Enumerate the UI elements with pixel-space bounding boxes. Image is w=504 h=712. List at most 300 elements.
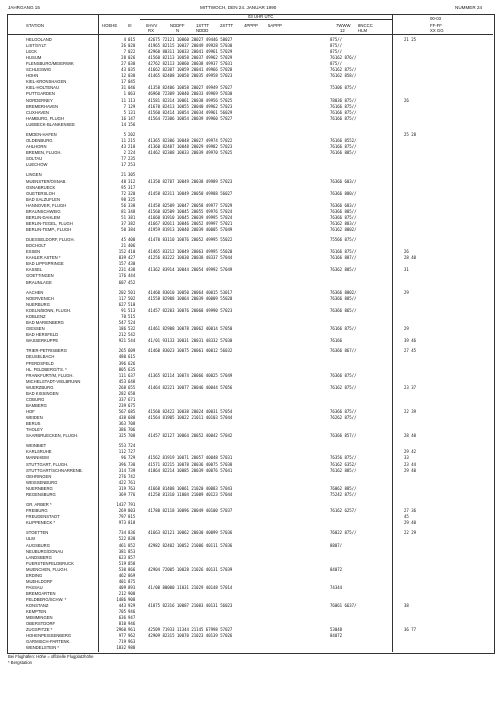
station-observation: 41560 82414 10054 20034 49961 56029 [148, 109, 233, 115]
station-extra-groups: 875// [330, 49, 343, 55]
station-height: 231 [118, 267, 126, 273]
table-row [0, 520, 504, 526]
station-height: 45 [121, 237, 126, 243]
col-hlh: HLM [358, 28, 368, 33]
footnote-airport: Bei Flughäfen: Höhe = offizielle Flugplatzhöhe [8, 654, 94, 659]
station-id: 544 [128, 338, 136, 344]
station-name: WASSERKUPPE [26, 338, 59, 344]
station-name: KIEL-KRONSHAGEN [26, 79, 67, 85]
station-id: 742 [128, 473, 136, 479]
station-id: 637 [128, 372, 136, 378]
station-gusts: 26 [404, 97, 409, 103]
station-gusts: 38 [404, 603, 409, 608]
col-nddff: NDDFF [170, 23, 185, 28]
station-extra-groups: 76366 885// [330, 208, 357, 214]
station-id: 312 [128, 178, 136, 184]
station-name: AHLHORN [26, 144, 47, 150]
station-gusts: 29 [404, 326, 409, 332]
station-name: SAARBRUECKEN, FLUGH. [26, 433, 79, 439]
station-height: 186 [118, 326, 126, 332]
table-row [0, 227, 504, 233]
col-snttt: 2STTT [220, 23, 234, 28]
station-height: 51 [121, 214, 126, 220]
station-height: 381 [118, 548, 126, 554]
station-height: 7 [123, 103, 126, 109]
station-id: 962 [128, 633, 136, 639]
station-extra-groups: 76062 885// [330, 485, 357, 491]
station-name: BERLIN-DAHLEM [26, 214, 60, 220]
station-name: HOF [26, 408, 35, 414]
station-name: MUENSTER/OSNAB. [26, 178, 67, 184]
station-id: 129 [128, 103, 136, 109]
station-name: BAD KISSINGEN [26, 390, 59, 396]
station-height: 37 [121, 220, 126, 226]
station-extra-groups: 76366 603// [330, 178, 357, 184]
station-extra-groups: 76166 885// [330, 150, 357, 156]
station-observation: 41462 82308 10033 20039 49970 57025 [148, 150, 233, 156]
station-name: BRAUNSCHWEIG [26, 208, 61, 214]
station-name: KOELN/BONN, FLUGH. [26, 307, 72, 313]
station-height: 337 [118, 396, 126, 402]
station-id: 382 [128, 220, 136, 226]
station-id: 671 [128, 396, 136, 402]
station-id: 727 [128, 449, 136, 455]
station-observation: 41560 82422 10038 20024 40031 57054 [148, 408, 233, 414]
col-pppp: 4PPPP [244, 23, 258, 28]
station-extra-groups: 76061 6637/ [330, 603, 357, 608]
station-id: 444 [128, 273, 136, 279]
station-height: 77 [121, 156, 126, 162]
station-id: 853 [128, 548, 136, 554]
station-id: 030 [128, 61, 136, 67]
station-name: GIESSEN [26, 326, 45, 332]
station-gusts: 39 46 [404, 338, 417, 344]
station-height: 112 [118, 449, 126, 455]
table-row [0, 122, 504, 128]
station-extra-groups: 76366 875// [330, 214, 357, 220]
station-id: 427 [128, 255, 136, 261]
station-id: 875 [128, 578, 136, 584]
station-height: 530 [118, 566, 126, 572]
station-name: HUSUM [26, 55, 42, 61]
station-observation: 41365 82306 10048 20027 49974 57022 [148, 138, 233, 143]
station-height: 396 [118, 360, 126, 366]
station-height: 56 [121, 202, 126, 208]
station-name: HOHENPEISSENBERG [26, 633, 72, 639]
station-height: 319 [118, 485, 126, 491]
station-id: 015 [128, 37, 136, 42]
station-height: 212 [118, 332, 126, 338]
station-gusts: 33 [404, 455, 409, 461]
station-name: FUERSTENFELDBRUCK [26, 560, 74, 566]
station-id: 708 [128, 421, 136, 426]
station-height: 70 [121, 313, 126, 319]
col-nhcl: 8NCCC [358, 23, 373, 28]
station-height: 111 [118, 372, 126, 378]
station-name: BREMERHAVEN [26, 103, 59, 109]
station-observation: 41362 83914 10044 20054 49992 57049 [148, 267, 233, 273]
col-rw: 12 [340, 28, 345, 33]
station-id: 858 [128, 560, 136, 566]
station-id: 532 [128, 326, 136, 332]
station-name: BAD MARIENBERG [26, 320, 64, 325]
station-extra-groups: 76166 875// [330, 109, 357, 115]
station-name: CUXHAVEN [26, 109, 49, 115]
station-extra-groups: 76022 875// [330, 530, 357, 536]
station-id: 131 [128, 109, 136, 115]
station-id: 218 [128, 144, 136, 150]
station-id: 038 [128, 73, 136, 79]
station-name: AACHEN [26, 289, 44, 295]
station-extra-groups: 76162 6257/ [330, 508, 357, 514]
station-name: MICHELSTADT-VIELBRUNN [26, 378, 81, 384]
station-observation: 42675 72121 10060 20027 49446 58027 [148, 37, 233, 42]
station-extra-groups: 875// [330, 61, 343, 67]
issue-number: NUMMER 24 [455, 5, 483, 10]
station-id: 305 [128, 172, 136, 178]
station-id: 626 [128, 360, 136, 366]
station-name: GOETTINGEN [26, 273, 54, 279]
station-id: 838 [128, 536, 136, 542]
col-iihvv: IIHVV [146, 23, 158, 28]
station-name: WEIDEN [26, 414, 43, 420]
station-extra-groups: 76166 875// [330, 249, 357, 255]
col-ff: FF-FF [430, 23, 442, 28]
station-height: 5 [123, 109, 126, 115]
station-height: 839 [118, 255, 126, 261]
station-observation: 41/01 93133 10031 20031 48332 57030 [148, 338, 233, 344]
station-gusts: 27 36 [404, 508, 417, 514]
station-id: 929 [128, 603, 136, 608]
station-id: 708 [128, 433, 136, 439]
station-name: NUERNBERG [26, 485, 53, 491]
station-height: 98 [121, 196, 126, 202]
station-height: 480 [118, 354, 126, 360]
station-id: 791 [128, 502, 136, 507]
station-name: WUERZBURG [26, 384, 54, 390]
station-height: 202 [118, 289, 126, 295]
station-extra-groups: 76162 858// [330, 73, 357, 79]
station-name: FREIBURG [26, 508, 48, 514]
station-id: 026 [128, 55, 136, 61]
station-id: 658 [128, 390, 136, 396]
station-height: 72 [121, 190, 126, 196]
table-row [0, 162, 504, 168]
station-name: BREMEN, FLUGH. [26, 150, 62, 156]
station-name: WENDELSTEIN * [26, 645, 60, 651]
station-observation: 41350 82707 10049 20038 49989 57023 [148, 178, 233, 184]
station-extra-groups: 8807/ [330, 542, 343, 548]
station-id: 224 [128, 150, 136, 156]
footnote-mountain: * Bergstation [8, 660, 32, 665]
station-gusts: 29 40 [404, 520, 417, 526]
station-name: LECK [26, 49, 37, 55]
station-id: 947 [128, 615, 136, 621]
station-observation: 41470 83110 10076 20052 49995 55022 [148, 237, 233, 243]
station-gusts: 28 40 [404, 433, 417, 439]
station-extra-groups: 76162 6352/ [330, 461, 357, 467]
station-name: HOHN [26, 73, 39, 79]
station-extra-groups: 875// [330, 37, 343, 42]
station-id: 900 [128, 590, 136, 596]
station-name: ULM [26, 536, 35, 542]
station-height: 462 [118, 572, 126, 578]
station-name: NOERVENICH [26, 295, 54, 301]
station-id: 045 [128, 79, 136, 85]
station-height: 12 [121, 73, 126, 79]
station-name: NORDERNEY [26, 97, 53, 103]
station-height: 81 [121, 208, 126, 214]
station-height: 117 [118, 295, 126, 301]
station-observation: 42904 72005 10028 21026 40131 57039 [148, 566, 233, 572]
station-id: 763 [128, 485, 136, 491]
station-id: 688 [128, 414, 136, 420]
col-www: 7WWW [336, 23, 351, 28]
station-observation: 42509 71933 11344 21145 67998 57027 [148, 627, 233, 633]
station-extra-groups: 76162 885// [330, 467, 357, 473]
station-height: 325 [118, 433, 126, 439]
station-name: LANDSBERG [26, 554, 52, 560]
utc-title: 03 UHR UTC [248, 14, 274, 19]
station-height: 276 [118, 473, 126, 479]
station-name: EMDEN-HAFEN [26, 131, 57, 137]
station-name: STUTTGART, FLUGH. [26, 461, 69, 467]
station-extra-groups: 75306 875// [330, 85, 357, 91]
station-name: HAMBURG, FLUGH [26, 115, 64, 121]
station-observation: 41581 82314 10061 20038 49956 57025 [148, 97, 233, 103]
station-id: 648 [128, 378, 136, 384]
station-observation: 41358 82406 10058 20027 49949 57027 [148, 85, 233, 91]
station-observation: 41663 82121 10062 20030 40099 57036 [148, 530, 233, 536]
station-id: 022 [128, 49, 136, 55]
station-height: 553 [118, 443, 126, 449]
station-gusts: 29 [404, 289, 409, 295]
station-id: 452 [128, 279, 136, 285]
station-gusts: 45 [404, 514, 409, 520]
table-row [0, 645, 504, 651]
station-height: 17 [121, 162, 126, 168]
station-height: 212 [118, 590, 126, 596]
station-name: BAD SALZUFLEN [26, 196, 60, 202]
col-station: STATION [26, 23, 44, 28]
station-id: 609 [128, 348, 136, 354]
station-extra-groups: 74344 [330, 584, 343, 590]
station-extra-groups: 76166 875// [330, 326, 357, 332]
station-id: 406 [128, 243, 136, 249]
station-id: 524 [128, 320, 136, 325]
station-id: 515 [128, 313, 136, 319]
station-id: 866 [128, 566, 136, 572]
station-height: 11 [121, 138, 126, 143]
station-id: 438 [128, 267, 136, 273]
station-gusts: 22 29 [404, 530, 417, 536]
station-id: 739 [128, 467, 136, 473]
station-height: 567 [118, 408, 126, 414]
station-height: 519 [118, 560, 126, 566]
station-name: STUTTGART/SCHNARRENB. [26, 467, 83, 473]
station-extra-groups: 76262 875// [330, 414, 357, 420]
station-name: KASSEL [26, 267, 43, 273]
station-name: HANNOVER, FLUGH [26, 202, 67, 208]
station-observation: 41250 81310 11004 21009 40123 57044 [148, 491, 233, 497]
station-extra-groups: 76362 885// [330, 267, 357, 273]
station-name: KONSTANZ [26, 603, 49, 608]
station-height: 27 [121, 61, 126, 67]
station-height: 43 [121, 67, 126, 73]
station-name: OBERSTDORF [26, 621, 56, 627]
station-name: FELDBERG/SCHW. * [26, 596, 67, 602]
station-gusts: 29 42 [404, 449, 417, 455]
station-name: GR. ARBER * [26, 502, 52, 507]
col-sttt: 1STTT [196, 23, 210, 28]
station-name: HL. FELDBERG/TS. * [26, 366, 67, 372]
date-title: MITTWOCH, DEN 24. JANUAR 1990 [200, 5, 277, 10]
station-extra-groups: 53048 [330, 627, 343, 633]
station-extra-groups: 76366 875// [330, 372, 357, 378]
station-observation: 41457 82127 10064 20052 40042 57042 [148, 433, 233, 439]
station-extra-groups: 76166 887// [330, 255, 357, 261]
station-name: PUTTGARDEN [26, 91, 55, 97]
station-name: ZUGSPITZE * [26, 627, 53, 633]
station-height: 438 [118, 414, 126, 420]
station-height: 636 [118, 615, 126, 621]
station-name: DEUSELBACH [26, 354, 55, 360]
station-id: 908 [128, 596, 136, 602]
station-observation: 41360 82407 10048 20029 49982 57023 [148, 144, 233, 150]
station-id: 410 [128, 249, 136, 255]
station-extra-groups: 76166 875// [330, 144, 357, 150]
station-extra-groups: 84072 [330, 633, 343, 639]
station-id: 513 [128, 307, 136, 313]
station-observation: 41564 81905 10022 21011 40103 57044 [148, 414, 233, 420]
station-gusts: 36 77 [404, 627, 417, 633]
station-height: 265 [118, 348, 126, 354]
station-id: 961 [128, 627, 136, 633]
station-id: 338 [128, 202, 136, 208]
station-name: BERUS [26, 421, 41, 426]
station-observation: 41/00 80000 11031 21029 40148 57014 [148, 584, 233, 590]
station-observation: 42909 82315 10070 21023 40139 57026 [148, 633, 233, 639]
station-height: 157 [118, 261, 126, 267]
station-name: KIEL-HOLTENAU [26, 85, 59, 91]
station-id: 348 [128, 208, 136, 214]
station-name: OLDENBURG [26, 138, 53, 143]
station-extra-groups: 84072 [330, 566, 343, 572]
station-height: 7 [123, 49, 126, 55]
station-height: 401 [118, 578, 126, 584]
station-name: SOLTAU [26, 156, 43, 162]
col-rx: RX [148, 28, 154, 33]
station-id: 852 [128, 542, 136, 548]
station-name: HELGOLAND [26, 37, 52, 42]
station-height: 921 [118, 338, 126, 344]
station-observation: 41365 82114 10074 20066 40025 57049 [148, 372, 233, 378]
station-extra-groups: 875// [330, 43, 343, 49]
station-height: 282 [118, 390, 126, 396]
station-height: 21 [121, 172, 126, 178]
station-height: 977 [118, 633, 126, 639]
station-extra-groups: 76166 875// [330, 115, 357, 121]
station-name: WEISSENBURG [26, 479, 58, 485]
station-extra-groups: 76166 875// [330, 103, 357, 109]
station-height: 363 [118, 421, 126, 426]
station-name: OSNABRUECK [26, 184, 56, 190]
station-observation: 42982 82402 10052 21006 40111 57036 [148, 542, 233, 548]
station-name: PASSAU [26, 584, 43, 590]
station-name: BAD LIPPSPRINGE [26, 261, 64, 267]
station-observation: 41875 82316 10087 21003 40131 56023 [148, 603, 233, 608]
table-row [0, 433, 504, 439]
station-name: ESSEN [26, 249, 41, 255]
station-name: LINGEN [26, 172, 42, 178]
station-name: BREMGARTEN [26, 590, 56, 596]
station-extra-groups: 76162 883// [330, 220, 357, 226]
station-name: SCHLESWIG [26, 67, 52, 73]
station-extra-groups: 75242 875// [330, 491, 357, 497]
station-height: 5 [123, 131, 126, 137]
station-name: REGENSBURG [26, 491, 56, 497]
station-id: 317 [128, 184, 136, 190]
col-appp: 5APPP [268, 23, 282, 28]
station-height: 4 [123, 37, 126, 42]
station-height: 547 [118, 320, 126, 325]
station-id: 235 [128, 156, 136, 162]
station-id: 063 [128, 91, 136, 97]
station-observation: 42762 82113 10060 20038 49937 57031 [148, 61, 233, 67]
station-height: 1486 [116, 596, 126, 602]
station-id: 400 [128, 237, 136, 243]
station-observation: 41560 82509 10045 20055 49976 57024 [148, 208, 233, 214]
station-height: 973 [118, 520, 126, 526]
station-height: 797 [118, 514, 126, 520]
station-height: 2960 [116, 627, 126, 633]
station-height: 810 [118, 621, 126, 627]
station-extra-groups: 76366 875// [330, 408, 357, 414]
station-height: 17 [121, 79, 126, 85]
station-height: 176 [118, 273, 126, 279]
station-name: STOETTEN [26, 530, 49, 536]
station-id: 724 [128, 443, 136, 449]
station-id: 963 [128, 639, 136, 645]
station-name: AUGSBURG [26, 542, 50, 548]
station-height: 28 [121, 55, 126, 61]
col-iii: III [128, 23, 132, 28]
station-id: 635 [128, 366, 136, 372]
station-name: BAMBERG [26, 402, 47, 408]
station-name: FRANKFURT/M, FLUGH. [26, 372, 74, 378]
station-id: 738 [128, 461, 136, 467]
station-name: MEMMINGEN [26, 615, 53, 621]
station-name: ERDING [26, 572, 43, 578]
station-extra-groups: 76366 683// [330, 202, 357, 208]
station-height: 627 [118, 301, 126, 307]
station-id: 836 [128, 530, 136, 536]
station-extra-groups: 76366 857// [330, 433, 357, 439]
station-name: COBURG [26, 396, 45, 402]
station-height: 719 [118, 639, 126, 645]
station-name: BERLIN-TEMP., FLUGH [26, 226, 72, 232]
station-id: 510 [128, 301, 136, 307]
station-name: KLIPPENECK * [26, 520, 56, 526]
station-id: 113 [128, 97, 136, 103]
station-height: 269 [118, 508, 126, 514]
station-id: 325 [128, 196, 136, 202]
station-height: 16 [121, 115, 126, 121]
station-id: 147 [128, 115, 136, 121]
station-observation: 41660 81910 10045 20039 49995 57024 [148, 214, 233, 220]
station-id: 869 [128, 572, 136, 578]
station-height: 623 [118, 554, 126, 560]
